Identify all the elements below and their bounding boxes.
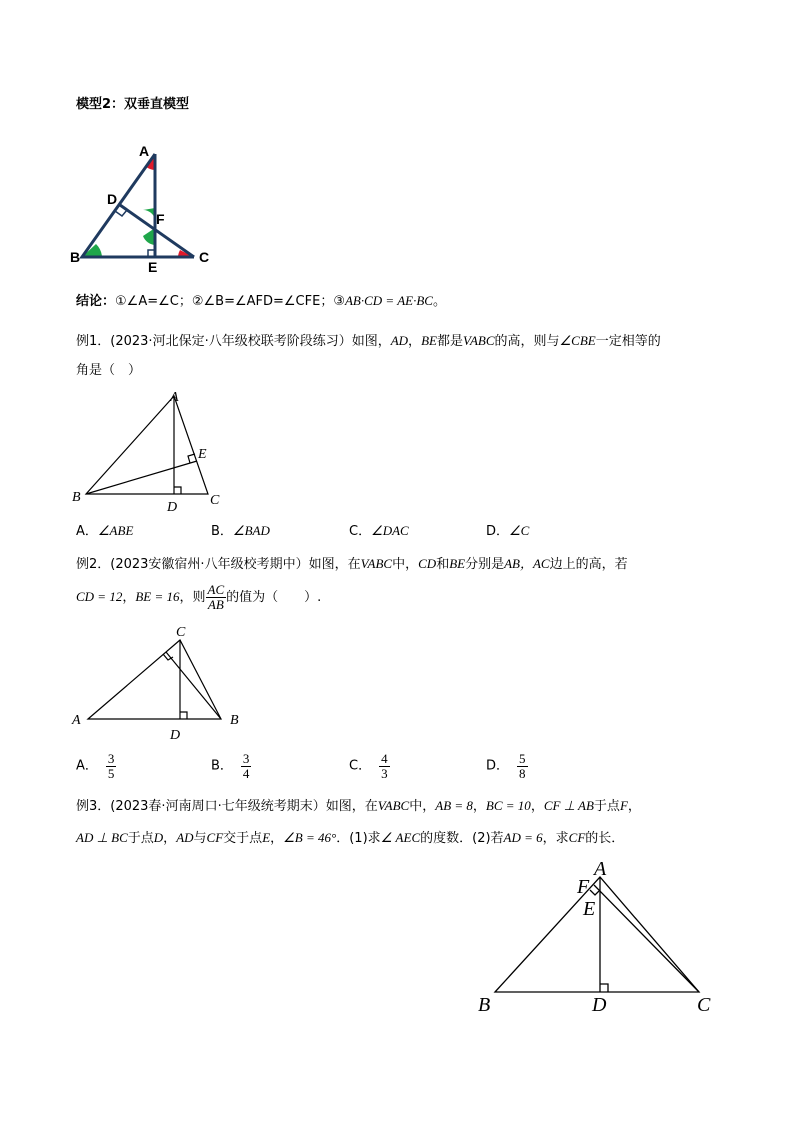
ex3-line1 [76,797,641,816]
ex3-angle: ∠B = 46° [283,830,337,845]
ex3-cf2: CF [206,830,224,845]
ex1-ad: AD [390,333,409,348]
fig1-label-a: A [139,143,150,159]
figure-model-lines [82,154,194,257]
ex3-mid: 中， [409,799,436,814]
ex2-then: ，则 [179,590,206,605]
ex3-c4: ， [163,831,177,846]
ex1-option-c-key: C． [349,524,372,539]
model-title: 模型2：双垂直模型 [76,97,190,112]
ex3-f-text: 于点 [593,799,620,814]
ex2-option-c-den: 3 [381,766,388,781]
ex3-right-angle-f [590,890,599,895]
ex1-option-b-val: ∠BAD [232,523,270,538]
ex3-cf: CF ⊥ AB [543,798,594,813]
ex2-option-c-num: 4 [381,751,388,766]
ex3-triangle [495,877,699,992]
angle-f-mark [143,208,155,220]
ex1-label-a: A [170,390,179,405]
ex1-tail: 一定相等的 [595,334,661,349]
conclusion-part2: ；②∠B=∠AFD=∠CFE；③ [178,294,345,309]
ex3-line2 [76,829,624,848]
ex3-d: D [153,830,164,845]
ex1-lead: 例1 [76,334,98,349]
ex1-option-d-val: ∠C [509,523,530,538]
ex1-option-a-key: A． [76,524,98,539]
ex3-label-a: A [594,858,607,880]
ex2-mid2: 分别是 [465,557,505,572]
ex3-c1: ， [472,799,486,814]
ex1-label-e: E [198,447,207,462]
ex2-cd-val: CD = 12 [76,589,123,604]
ex1-option-b[interactable] [211,522,270,541]
ex3-d-text: 于点 [127,831,154,846]
ex2-option-a-num: 3 [107,751,115,766]
ex3-f: F [619,798,628,813]
ex2-sides: AB，AC [504,556,550,571]
ex2-option-b[interactable] [211,752,251,781]
ex2-line1 [76,555,628,574]
ex1-label-c: C [210,493,220,508]
ex3-ad2: AD [176,830,194,845]
ex2-option-b-den: 4 [242,766,250,781]
ex1-option-d-key: D． [486,524,510,539]
ex1-option-d[interactable] [486,522,529,541]
ex3-ab: AB = 8 [435,798,473,813]
ex3-q2: ，求 [542,831,569,846]
ex3-source: ．(2023春·河南周口·七年级统考期末）如图，在 [97,799,378,814]
ex1-tri: VABC [462,333,495,348]
ex2-option-a[interactable] [76,752,116,781]
ex3-e: E [262,830,271,845]
ex2-label-a: A [72,713,81,728]
ex3-c3: ， [627,799,641,814]
ex3-lead: 例3 [76,799,98,814]
conclusion-line [76,292,446,311]
ex2-option-b-frac [241,752,252,781]
ex1-be: BE [421,333,437,348]
ex3-q1b: 的度数．(2)若 [420,831,504,846]
ex2-label-d: D [170,728,181,743]
ex2-frac-num: AC [207,582,225,597]
ex2-end: 的值为（ ）. [226,590,322,605]
figure-ex3 [470,855,730,1025]
ex1-option-b-key: B． [211,524,233,539]
ex3-right-angle-d [600,984,608,992]
ex2-label-b: B [230,713,239,728]
ex3-q1: ．(1)求 [336,831,381,846]
ex1-mid2: 的高，则与 [494,334,560,349]
angle-f-mark-2 [143,228,155,245]
conclusion-part3: AB·CD = AE·BC [344,293,433,308]
ex2-altitude-be [166,652,221,719]
ex1-option-c-val: ∠DAC [371,523,409,538]
fig1-label-f: F [156,211,165,227]
figure-ex2 [66,620,256,745]
ex3-aec: ∠ AEC [380,830,421,845]
ex2-fraction [206,583,227,612]
ex3-label-e: E [583,898,596,920]
ex2-frac-den: AB [207,597,224,612]
ex2-option-d[interactable] [486,752,528,781]
fig1-label-d: D [107,191,118,207]
ex3-altitude-cf [594,885,699,992]
ex1-option-c[interactable] [349,522,409,541]
ex2-option-c[interactable] [349,752,390,781]
ex2-source: ．(2023安徽宿州·八年级校考期中）如图，在 [97,557,361,572]
figure-model-angles [82,154,194,257]
fig1-label-b: B [70,249,81,265]
ex2-option-c-key: C． [349,758,372,774]
ex2-option-b-num: 3 [242,751,250,766]
ex2-option-d-num: 5 [519,751,526,766]
ex1-label-b: B [72,490,81,505]
ex3-ad: AD ⊥ BC [76,830,128,845]
ex3-bc: BC = 10 [485,798,531,813]
ex3-inter: 交于点 [223,831,263,846]
conclusion-part4: 。 [432,294,446,309]
ex2-option-d-key: D． [486,758,510,774]
ex1-cbe: ∠CBE [559,333,596,348]
ex2-lead: 例2 [76,557,98,572]
ex1-label-d: D [167,500,178,515]
ex2-mid: 中， [392,557,419,572]
ex1-mid: 都是 [436,334,463,349]
ex3-c5: ， [270,831,284,846]
ex2-option-d-frac [517,752,528,781]
figure-ex1 [66,388,236,513]
ex1-triangle [86,396,208,494]
ex3-with: 与 [193,831,207,846]
fig1-label-e: E [148,259,158,275]
ex3-c2: ， [530,799,544,814]
ex3-adv: AD = 6 [503,830,543,845]
ex2-cd: CD [418,556,437,571]
ex3-q2b: 的长． [585,831,625,846]
ex2-be-val: BE = 16 [135,589,180,604]
ex3-label-c: C [697,994,711,1016]
ex3-label-f: F [577,876,590,898]
ex2-option-a-den: 5 [107,766,115,781]
ex1-line1 [76,332,661,351]
ex2-right-angle-d [180,712,187,719]
ex2-be: BE [449,556,466,571]
ex2-option-a-frac [106,752,117,781]
ex2-line2: CD = 12，BE = 16，则 $\frac{AC}{AB}$ 的值为（ ）. [76,582,322,612]
ex1-option-a[interactable] [76,522,133,541]
ex1-source: ．(2023·河北保定·八年级校联考阶段练习）如图， [97,334,391,349]
ex3-label-d: D [592,994,607,1016]
ex3-tri: VABC [377,798,410,813]
ex3-cf3: CF [568,830,586,845]
ex1-comma: ， [408,334,422,349]
ex2-triangle [88,640,221,719]
ex1-option-a-val: ∠ABE [97,523,134,538]
figure-model-right-angles [115,205,155,257]
fig1-label-c: C [199,249,210,265]
ex2-option-c-frac [379,752,390,781]
ex2-option-d-den: 8 [519,766,526,781]
ex1-line2: 角是（ ） [76,363,142,378]
ex3-label-b: B [478,994,491,1016]
conclusion-part1: ①∠A=∠C [115,294,179,309]
ex1-altitude-be [86,461,197,494]
triangle-abe [82,154,194,257]
ex2-and: 和 [436,557,450,572]
conclusion-label: 结论： [76,294,116,309]
ex2-option-a-key: A． [76,758,98,774]
ex2-label-c: C [176,625,186,640]
ex2-tri: VABC [360,556,393,571]
ex2-tail: 边上的高，若 [549,557,628,572]
figure-model [60,140,230,275]
ex1-right-angle-d [174,487,181,494]
ex2-option-b-key: B． [211,758,233,774]
